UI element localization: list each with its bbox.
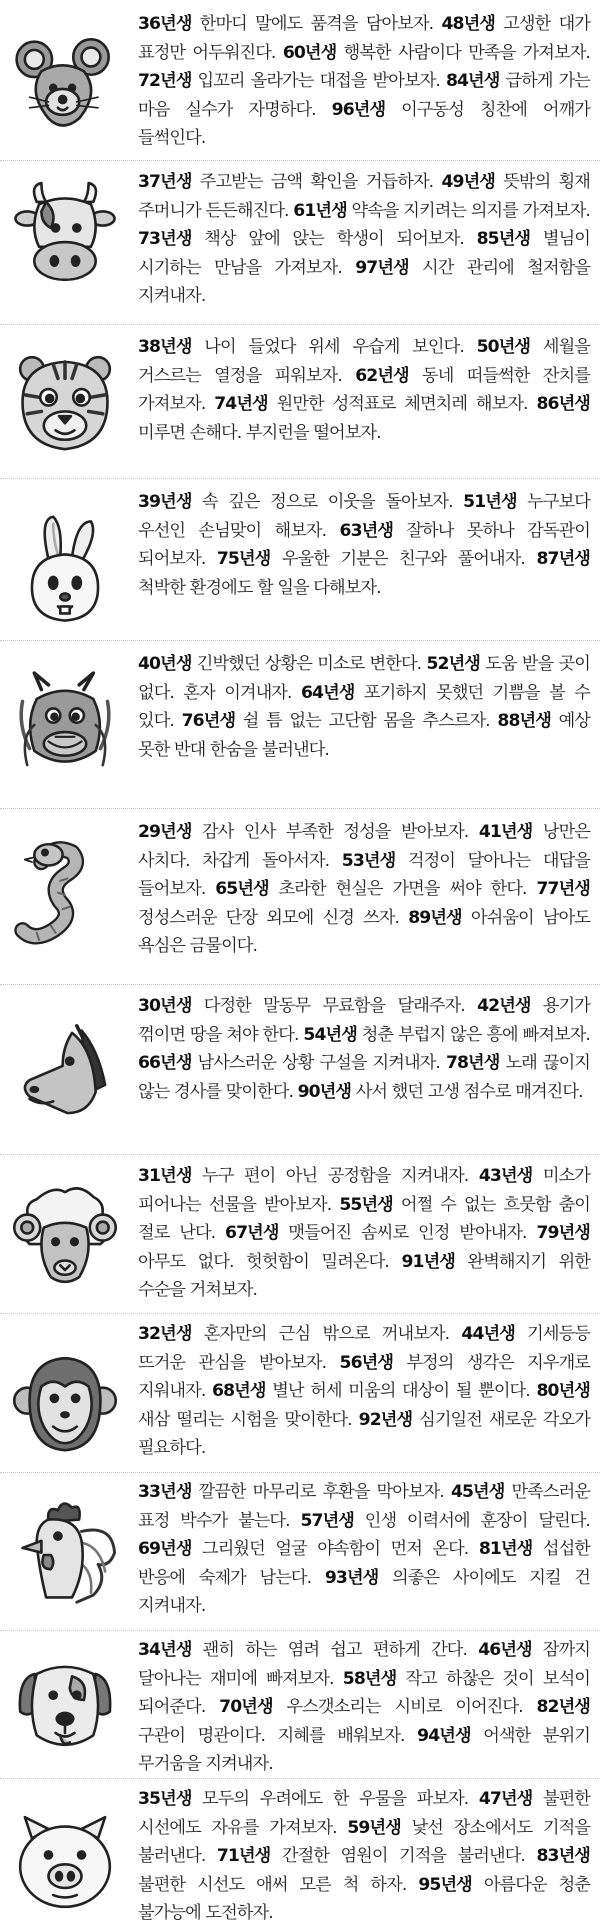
- birth-year-label: 88년생: [497, 711, 551, 731]
- birth-year-label: 72년생: [138, 71, 192, 91]
- fortune-line: 불편한 시선도 애써 모른 척 하자.: [138, 1874, 419, 1895]
- fortune-line: 맷들어진 솜씨로 인정 받아내자.: [278, 1223, 537, 1243]
- birth-year-label: 94년생: [417, 1725, 471, 1746]
- tiger-icon: [6, 343, 124, 461]
- fortune-line: 도움 받을 곳이 없다. 혼자 이겨내자.: [138, 654, 590, 703]
- fortune-line: 괜히 하는 염려 쉽고 편하게 간다.: [191, 1640, 479, 1660]
- birth-year-label: 90년생: [297, 1081, 352, 1102]
- birth-year-label: 87년생: [536, 549, 590, 569]
- fortune-line: 뜻밖의 횡재 주머니가 든든해진다.: [138, 172, 590, 221]
- divider: [0, 984, 600, 985]
- fortune-line: 작고 하찮은 것이 보석이 되어준다.: [138, 1668, 590, 1717]
- fortune-line: 혼자만의 근심 밖으로 꺼내보자.: [191, 1324, 462, 1344]
- fortune-line: 정성스러운 단장 외모에 신경 쓰자.: [138, 907, 409, 928]
- fortune-line: 미소가 피어나는 선물을 받아보자.: [138, 1166, 590, 1215]
- birth-year-label: 79년생: [536, 1223, 590, 1243]
- birth-year-label: 89년생: [408, 907, 462, 928]
- zodiac-entry-pig: [0, 1785, 600, 1929]
- fortune-text-rooster: [138, 1478, 590, 1621]
- birth-year-label: 47년생: [478, 1789, 533, 1809]
- fortune-line: 깔끔한 마무리로 후환을 막아보자.: [191, 1482, 451, 1502]
- snake-icon: [6, 836, 124, 954]
- fortune-line: 우울한 기분은 친구와 풀어내자.: [270, 549, 537, 569]
- zodiac-entry-rabbit: [0, 488, 600, 634]
- fortune-line: 급하게 가는 마음 실수가 자명하다.: [138, 71, 590, 120]
- fortune-line: 미루면 손해다. 부지런을 떨어보자.: [138, 422, 381, 443]
- sheep-icon: [6, 1178, 124, 1296]
- birth-year-label: 50년생: [476, 337, 531, 357]
- zodiac-entry-monkey: [0, 1320, 600, 1470]
- fortune-line: 어쩔 수 없는 흐뭇함 춤이 절로 난다.: [138, 1194, 590, 1243]
- fortune-line: 남사스러운 상황 구설을 지켜내자.: [191, 1053, 446, 1073]
- fortune-line: 고생한 대가 표정만 어두워진다.: [138, 14, 590, 63]
- fortune-line: 인생 이력서에 훈장이 달린다.: [353, 1510, 590, 1531]
- birth-year-label: 83년생: [536, 1846, 590, 1866]
- horse-icon: [6, 1014, 124, 1132]
- birth-year-label: 33년생: [138, 1482, 192, 1502]
- fortune-line: 감사 인사 부족한 정성을 받아보자.: [191, 822, 479, 842]
- birth-year-label: 42년생: [477, 996, 531, 1016]
- fortune-line: 우스갯소리는 시비로 이어진다.: [272, 1697, 537, 1717]
- birth-year-label: 71년생: [216, 1846, 271, 1866]
- fortune-text-dog: [138, 1636, 590, 1779]
- zodiac-entry-dog: [0, 1636, 600, 1778]
- birth-year-label: 67년생: [225, 1223, 279, 1243]
- zodiac-entry-horse: [0, 992, 600, 1152]
- fortune-line: 행복한 사람이다 만족을 가져보자.: [336, 42, 590, 63]
- birth-year-label: 85년생: [476, 229, 531, 249]
- birth-year-label: 64년생: [300, 682, 355, 703]
- birth-year-label: 49년생: [441, 172, 495, 192]
- fortune-text-pig: [138, 1785, 590, 1928]
- birth-year-label: 93년생: [324, 1567, 379, 1588]
- ox-icon: [6, 176, 124, 294]
- divider: [0, 1313, 600, 1314]
- zodiac-entry-snake: [0, 818, 600, 978]
- birth-year-label: 55년생: [339, 1194, 393, 1215]
- birth-year-label: 38년생: [138, 337, 192, 357]
- fortune-line: 쉴 틈 없는 고단함 몸을 추스르자.: [235, 711, 498, 731]
- zodiac-entry-ox: [0, 168, 600, 318]
- birth-year-label: 40년생: [138, 654, 192, 674]
- birth-year-label: 52년생: [426, 654, 481, 674]
- fortune-text-ox: [138, 168, 590, 311]
- fortune-line: 척박한 환경에도 할 일을 다해보자.: [138, 577, 381, 598]
- birth-year-label: 92년생: [358, 1409, 413, 1430]
- birth-year-label: 61년생: [293, 200, 347, 221]
- birth-year-label: 46년생: [478, 1640, 532, 1660]
- fortune-line: 동네 떠들썩한 잔치를 가져보자.: [138, 365, 590, 414]
- fortune-line: 나이 들었다 위세 우습게 보인다.: [191, 337, 477, 357]
- dog-icon: [6, 1648, 124, 1766]
- birth-year-label: 44년생: [461, 1324, 515, 1344]
- divider: [0, 324, 600, 325]
- fortune-line: 부정의 생각은 지우개로 지워내자.: [138, 1352, 590, 1401]
- fortune-line: 포기하지 못했던 기쁨을 볼 수 있다.: [138, 682, 590, 731]
- birth-year-label: 31년생: [138, 1166, 192, 1186]
- fortune-text-tiger: [138, 333, 590, 447]
- fortune-line: 잘하나 못하나 감독관이 되어보자.: [138, 520, 590, 569]
- fortune-text-sheep: [138, 1162, 590, 1305]
- fortune-line: 원만한 성적표로 체면치레 해보자.: [267, 394, 537, 414]
- fortune-text-snake: [138, 818, 590, 961]
- fortune-line: 기세등등 뜨거운 관심을 받아보자.: [138, 1324, 590, 1373]
- birth-year-label: 43년생: [478, 1166, 533, 1186]
- birth-year-label: 84년생: [445, 71, 500, 91]
- divider: [0, 1778, 600, 1779]
- fortune-line: 이구동성 칭찬에 어깨가 들썩인다.: [138, 99, 590, 148]
- zodiac-entry-tiger: [0, 333, 600, 469]
- birth-year-label: 60년생: [282, 42, 337, 63]
- birth-year-label: 58년생: [342, 1668, 397, 1689]
- fortune-text-rat: [138, 10, 590, 153]
- fortune-line: 속 깊은 정으로 이웃을 돌아보자.: [191, 492, 464, 512]
- fortune-line: 잠까지 달아나는 재미에 빠져보자.: [138, 1640, 590, 1689]
- fortune-line: 세월을 거스르는 열정을 피워보자.: [138, 337, 590, 386]
- birth-year-label: 39년생: [138, 492, 192, 512]
- birth-year-label: 96년생: [331, 99, 386, 120]
- fortune-line: 구관이 명관이다. 지혜를 배워보자.: [138, 1725, 418, 1746]
- fortune-line: 한마디 말에도 품격을 담아보자.: [191, 14, 442, 34]
- birth-year-label: 32년생: [138, 1324, 192, 1344]
- fortune-line: 낭만은 사치다. 차갑게 돌아서자.: [138, 822, 590, 871]
- birth-year-label: 57년생: [300, 1510, 354, 1531]
- fortune-line: 주고받는 금액 확인을 거듭하자.: [191, 172, 442, 192]
- dragon-icon: [6, 666, 124, 784]
- fortune-line: 입꼬리 올라가는 대접을 받아보자.: [191, 71, 446, 91]
- zodiac-entry-sheep: [0, 1162, 600, 1312]
- fortune-line: 별난 허세 미움의 대상이 될 뿐이다.: [265, 1381, 537, 1401]
- monkey-icon: [6, 1344, 124, 1462]
- fortune-line: 누구보다 우선인 손님맞이 해보자.: [138, 492, 590, 541]
- fortune-line: 그리웠던 얼굴 야속함이 먼저 온다.: [191, 1539, 479, 1559]
- fortune-line: 완벽해지기 위한 수순을 거쳐보자.: [138, 1251, 590, 1300]
- fortune-text-horse: [138, 992, 590, 1106]
- fortune-line: 긴박했던 상황은 미소로 변한다.: [191, 654, 427, 674]
- birth-year-label: 78년생: [445, 1053, 500, 1073]
- fortune-line: 아쉬움이 남아도 욕심은 금물이다.: [138, 907, 590, 956]
- fortune-line: 별님이 시기하는 만남을 가져보자.: [138, 229, 590, 278]
- fortune-line: 용기가 꺾이면 땅을 쳐야 한다.: [138, 996, 590, 1045]
- fortune-line: 예상 못한 반대 한숨을 불러낸다.: [138, 711, 590, 760]
- rabbit-icon: [6, 512, 124, 630]
- divider: [0, 1630, 600, 1631]
- birth-year-label: 54년생: [303, 1024, 357, 1045]
- birth-year-label: 48년생: [441, 14, 495, 34]
- birth-year-label: 73년생: [138, 229, 192, 249]
- zodiac-entry-rooster: [0, 1478, 600, 1628]
- fortune-line: 누구 편이 아닌 공정함을 지켜내자.: [191, 1166, 479, 1186]
- birth-year-label: 76년생: [181, 711, 236, 731]
- birth-year-label: 30년생: [138, 996, 192, 1016]
- birth-year-label: 81년생: [478, 1539, 533, 1559]
- birth-year-label: 95년생: [418, 1874, 472, 1895]
- fortune-line: 시간 관리에 철저함을 지켜내자.: [138, 257, 590, 306]
- divider: [0, 640, 600, 641]
- birth-year-label: 70년생: [219, 1697, 273, 1717]
- birth-year-label: 36년생: [138, 14, 192, 34]
- birth-year-label: 69년생: [138, 1539, 192, 1559]
- fortune-line: 불편한 시선에도 자유를 가져보자.: [138, 1789, 590, 1838]
- fortune-line: 새삼 떨리는 시험을 맞이한다.: [138, 1409, 359, 1430]
- rat-icon: [6, 24, 124, 142]
- fortune-line: 아무도 없다. 헛헛함이 밀려온다.: [138, 1251, 402, 1272]
- fortune-line: 심기일전 새로운 각오가 필요하다.: [138, 1409, 590, 1458]
- birth-year-label: 66년생: [138, 1053, 192, 1073]
- zodiac-entry-dragon: [0, 650, 600, 802]
- birth-year-label: 51년생: [463, 492, 517, 512]
- birth-year-label: 68년생: [212, 1381, 266, 1401]
- fortune-line: 걱정이 달아나는 대답을 들어보자.: [138, 850, 590, 899]
- divider: [0, 1472, 600, 1473]
- fortune-line: 어색한 분위기 무거움을 지켜내자.: [138, 1725, 590, 1774]
- birth-year-label: 45년생: [450, 1482, 505, 1502]
- divider: [0, 478, 600, 479]
- birth-year-label: 29년생: [138, 822, 192, 842]
- fortune-text-rabbit: [138, 488, 590, 602]
- fortune-line: 만족스러운 표정 박수가 붙는다.: [138, 1482, 590, 1531]
- divider: [0, 1154, 600, 1155]
- birth-year-label: 86년생: [536, 394, 590, 414]
- pig-icon: [6, 1803, 124, 1921]
- fortune-line: 노래 끊이지 않는 경사를 맞이한다.: [138, 1053, 590, 1102]
- fortune-line: 청춘 부럽지 않은 흥에 빠져보자.: [356, 1024, 590, 1045]
- birth-year-label: 82년생: [536, 1697, 590, 1717]
- birth-year-label: 41년생: [478, 822, 533, 842]
- fortune-line: 낯선 장소에서도 기적을 불러낸다.: [138, 1817, 590, 1866]
- birth-year-label: 65년생: [215, 879, 269, 899]
- fortune-text-monkey: [138, 1320, 590, 1463]
- fortune-line: 다정한 말동무 무료함을 달래주자.: [191, 996, 478, 1016]
- fortune-line: 섭섭한 반응에 숙제가 남는다.: [138, 1539, 590, 1588]
- fortune-line: 초라한 현실은 가면을 써야 한다.: [268, 879, 537, 899]
- birth-year-label: 75년생: [216, 549, 271, 569]
- fortune-line: 책상 앞에 앉는 학생이 되어보자.: [191, 229, 477, 249]
- fortune-line: 약속을 지키려는 의지를 가져보자.: [346, 200, 590, 221]
- birth-year-label: 63년생: [339, 520, 394, 541]
- birth-year-label: 62년생: [355, 365, 409, 386]
- zodiac-entry-rat: [0, 10, 600, 158]
- birth-year-label: 35년생: [138, 1789, 192, 1809]
- birth-year-label: 77년생: [536, 879, 590, 899]
- fortune-line: 사서 했던 고생 점수로 매겨진다.: [351, 1081, 583, 1102]
- rooster-icon: [6, 1496, 124, 1614]
- birth-year-label: 53년생: [341, 850, 396, 871]
- birth-year-label: 91년생: [401, 1251, 455, 1272]
- birth-year-label: 59년생: [347, 1817, 401, 1838]
- divider: [0, 160, 600, 161]
- fortune-line: 아름다운 청춘 불가능에 도전하자.: [138, 1874, 590, 1923]
- birth-year-label: 97년생: [355, 257, 409, 278]
- birth-year-label: 74년생: [214, 394, 268, 414]
- fortune-text-dragon: [138, 650, 590, 764]
- fortune-line: 간절한 염원이 기적을 불러낸다.: [270, 1846, 537, 1866]
- birth-year-label: 56년생: [339, 1352, 394, 1373]
- divider: [0, 808, 600, 809]
- fortune-line: 모두의 우려에도 한 우물을 파보자.: [191, 1789, 479, 1809]
- fortune-line: 의좋은 사이에도 지킬 건 지켜내자.: [138, 1567, 590, 1616]
- birth-year-label: 37년생: [138, 172, 192, 192]
- birth-year-label: 34년생: [138, 1640, 192, 1660]
- birth-year-label: 80년생: [536, 1381, 590, 1401]
